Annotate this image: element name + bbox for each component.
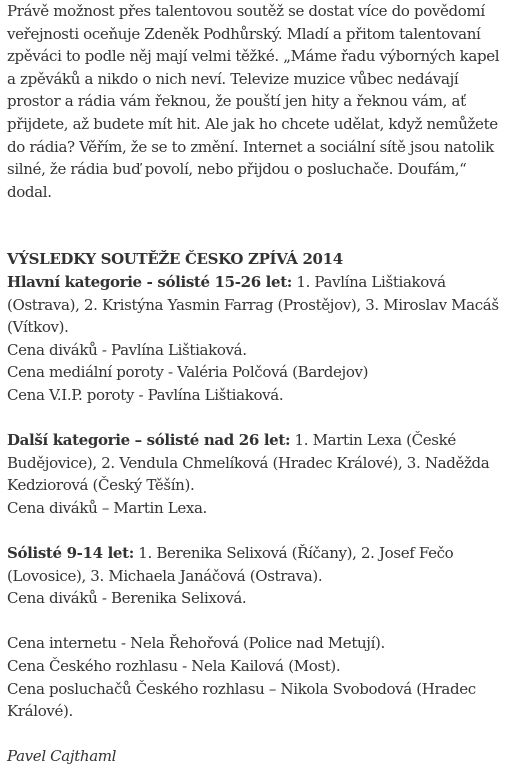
intro-paragraph: Právě možnost přes talentovou soutěž se dostat více do povědomí veřejnosti oceňuje Zdeněk Podhůrský. Mladí a přitom talentovaní zpěváci to podle něj mají velmi těžké. „Máme řadu výborných kapel a zpěváků a nikdo o nich neví. Televize muzice vůbec nedávají prostor a rádia vám řeknou, že pouští jen hity a řeknou vám, ať přijdete, až budete mít hit. Ale jak ho chcete udělat, když nemůžete do rádia? Věřím, že se to změní. Internet a sociální sítě jsou natolik silné, že rádia buď povolí, nebo přijdou o posluchače. Doufám,“ dodal. — [7, 2, 500, 201]
listeners-prize: Cena posluchačů Českého rozhlasu – Nikola Svobodová (Hradec Králové). — [7, 679, 476, 721]
main-media-jury-prize: Cena mediální poroty - Valéria Polčová (Bardejov) — [7, 363, 369, 382]
young-category-results — [7, 542, 507, 587]
main-vip-jury-prize: Cena V.I.P. poroty - Pavlína Lištiaková. — [7, 385, 284, 404]
results-section — [7, 248, 507, 722]
main-category-results — [7, 271, 507, 339]
other-category-results — [7, 429, 507, 497]
other-category-label: Další kategorie – sólisté nad 26 let: — [7, 431, 291, 450]
young-category-label: Sólisté 9-14 let: — [7, 544, 134, 563]
main-audience-prize: Cena diváků - Pavlína Lištiaková. — [7, 340, 247, 359]
author-signature: Pavel Cajthaml — [7, 747, 117, 766]
young-category-winners: 1. Berenika Selixová (Říčany), 2. Josef Fečo (Lovosice), 3. Michaela Janáčová (Ostrava). — [7, 544, 454, 585]
young-category-block — [7, 542, 507, 610]
main-category-label: Hlavní kategorie - sólisté 15-26 let: — [7, 272, 292, 291]
other-audience-prize: Cena diváků – Martin Lexa. — [7, 498, 207, 517]
internet-prize: Cena internetu - Nela Řehořová (Police nad Metují). — [7, 634, 385, 653]
results-heading: VÝSLEDKY SOUTĚŽE ČESKO ZPÍVÁ 2014 — [7, 250, 343, 269]
main-category-block — [7, 271, 507, 407]
young-audience-prize: Cena diváků - Berenika Selixová. — [7, 589, 247, 608]
czech-radio-prize: Cena Českého rozhlasu - Nela Kailová (Most). — [7, 657, 341, 676]
main-category-winners: 1. Pavlína Lištiaková (Ostrava), 2. Kristýna Yasmin Farrag (Prostějov), 3. Miroslav Macáš (Vítkov). — [7, 272, 499, 337]
other-category-block — [7, 429, 507, 519]
other-category-winners: 1. Martin Lexa (České Budějovice), 2. Vendula Chmelíková (Hradec Králové), 3. Naděžda Kedziorová (Český Těšín). — [7, 431, 490, 495]
special-prizes-block — [7, 632, 507, 722]
